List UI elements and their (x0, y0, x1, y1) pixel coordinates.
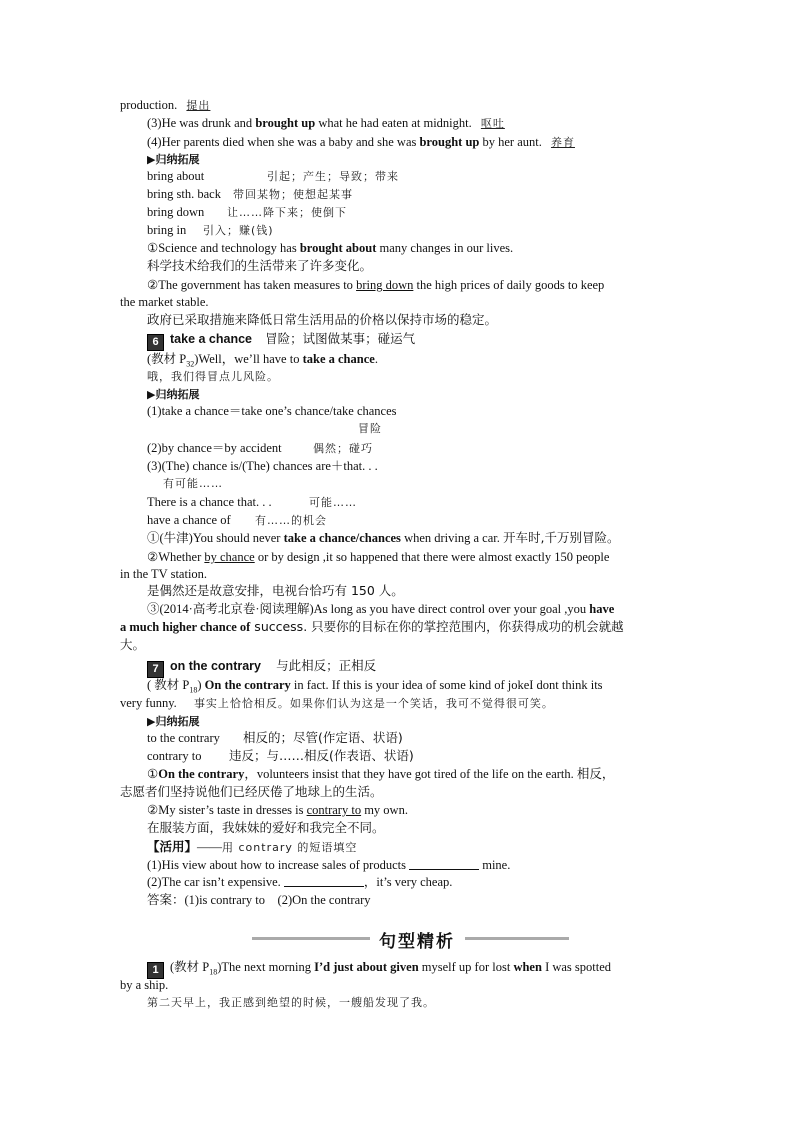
bold-phrase: I’d just about given (314, 960, 419, 974)
underlined-answer: bring down (356, 278, 414, 292)
handwritten-answer: 养育 (550, 136, 575, 149)
translation: 科学技术给我们的生活带来了许多变化。 (147, 258, 373, 273)
phrase: to the contrary (147, 731, 220, 745)
section-number-badge: 1 (147, 962, 164, 979)
phrase-bring-in (147, 221, 274, 240)
underlined-answer: by chance (204, 550, 255, 564)
text: ①Science and technology has (147, 241, 300, 255)
phrase: There is a chance that. . . (147, 495, 272, 509)
phrase: contrary to (147, 749, 202, 763)
text: ( 教材 P (147, 678, 190, 692)
text: )The next morning (217, 960, 315, 974)
extension-heading: ▶归纳拓展 (147, 388, 200, 401)
bold-phrase: brought up (419, 135, 480, 149)
example-chance-of-cont (120, 618, 624, 636)
example-contrary-to (147, 801, 408, 819)
text: ②Whether (147, 550, 205, 564)
example-3 (147, 114, 505, 133)
translation: 开车时,千万别冒险。 (503, 530, 620, 545)
text: (教材 P (170, 960, 210, 974)
handwritten-answer: 提出 (186, 99, 211, 112)
handwritten-translation: 第二天早上，我正感到绝望的时候，一艘船发现了我。 (147, 996, 435, 1009)
phrase: bring in (147, 223, 187, 237)
text: I was spotted (541, 960, 612, 974)
translation: 志愿者们坚持说他们已经厌倦了地球上的生活。 (120, 784, 383, 799)
bold-phrase: brought about (299, 241, 377, 255)
bold-phrase: brought up (255, 116, 316, 130)
example-take-a-chance (147, 529, 619, 547)
question-text: (2)The car isn’t expensive. (147, 875, 284, 889)
phrase-bring-about (147, 167, 399, 186)
text: what he had eaten at midnight. (315, 116, 472, 130)
textbook-example-cont (120, 694, 554, 713)
text: )Well，we’ll have to (194, 352, 303, 366)
section-title: 句型精析 (379, 932, 455, 952)
text: production. (120, 98, 178, 112)
translation: 在服装方面，我妹妹的爱好和我完全不同。 (147, 820, 385, 835)
phrase-bring-back (147, 185, 353, 204)
text-continuation: by a ship. (120, 978, 169, 992)
answer-key: 答案：(1)is contrary to (2)On the contrary (147, 893, 371, 907)
section-6-heading (147, 330, 415, 351)
bold-phrase: On the contrary (204, 678, 291, 692)
extension-item-4 (147, 493, 357, 512)
phrase-bring-down (147, 203, 347, 222)
extension-to-the-contrary (147, 729, 403, 747)
text: ②The government has taken measures to (147, 278, 357, 292)
question-2 (147, 873, 452, 891)
line-production (120, 96, 210, 115)
practice-heading (147, 838, 357, 857)
text: ③(2014·高考北京卷·阅读理解)As long as you have direct control over your goal ,you (147, 602, 590, 616)
text: (教材 P (147, 352, 187, 366)
text: by her aunt. (479, 135, 542, 149)
text: the high prices of daily goods to keep (413, 278, 605, 292)
section-number-badge: 7 (147, 661, 164, 678)
phrase-title: take a chance (170, 332, 252, 346)
bold-phrase: when (513, 960, 542, 974)
underlined-answer: contrary to (306, 803, 362, 817)
text: . (374, 352, 378, 366)
example-bring-down (147, 276, 604, 294)
phrase-meaning: 冒险；试图做某事；碰运气 (265, 331, 416, 346)
extension-heading: ▶归纳拓展 (147, 715, 200, 728)
phrase-title: on the contrary (170, 659, 261, 673)
text-continuation: 大。 (120, 637, 146, 652)
extension-item-2 (147, 439, 373, 458)
section-7-heading (147, 657, 376, 678)
section-number-badge: 6 (147, 334, 164, 351)
text: many changes in our lives. (376, 241, 514, 255)
text-continuation: in the TV station. (120, 567, 208, 581)
extension-item-1: (1)take a chance＝take one’s chance/take chances (147, 404, 397, 418)
bold-phrase: take a chance/chances (283, 531, 401, 545)
page-subscript: 32 (186, 359, 195, 369)
extension-item-5 (147, 511, 327, 530)
question-text: mine. (479, 858, 511, 872)
answer-blank[interactable] (284, 874, 364, 887)
question-text: (1)His view about how to increase sales of products (147, 858, 410, 872)
dash: —— (197, 840, 223, 854)
example-by-chance (147, 548, 609, 566)
section-divider-right (465, 937, 569, 940)
text: very funny. (120, 696, 177, 710)
handwritten-translation: 事实上恰恰相反。如果你们认为这是一个笑话，我可不觉得很可笑。 (193, 697, 554, 710)
extension-contrary-to (147, 747, 414, 765)
phrase: have a chance of (147, 513, 231, 527)
text: ) (197, 678, 205, 692)
text: ②My sister’s taste in dresses is (147, 803, 307, 817)
example-on-the-contrary (147, 765, 614, 783)
phrase: bring about (147, 169, 205, 183)
phrase: bring sth. back (147, 187, 221, 201)
extension-item-3: (3)(The) chance is/(The) chances are＋that. . . (147, 459, 378, 473)
bold-phrase: On the contrary (158, 767, 245, 781)
handwritten-meaning: 带回某物；使想起某事 (233, 188, 353, 201)
text: (3)He was drunk and (147, 116, 256, 130)
phrase-meaning: 与此相反；正相反 (276, 658, 377, 673)
text: when driving a car. (400, 531, 500, 545)
handwritten-meaning: 有……的机会 (255, 514, 327, 527)
text: (4)Her parents died when she was a baby and she was (147, 135, 420, 149)
text: or by design ,it so happened that there were almost exactly 150 people (254, 550, 610, 564)
text: ，volunteers insist that they have got tired of the life on the earth. 相反， (244, 767, 615, 781)
bold-phrase: a much higher chance of (120, 620, 251, 634)
translation: 是偶然还是故意安排，电视台恰巧有 150 人。 (147, 583, 404, 598)
handwritten-meaning: 有可能…… (163, 477, 223, 490)
handwritten-meaning: 引起；产生；导致；带来 (267, 170, 399, 183)
section-divider-left (252, 937, 370, 940)
text: in fact. If this is your idea of some kind of jokeI dont think its (290, 678, 603, 692)
practice-label: 【活用】 (147, 839, 198, 854)
example-4 (147, 133, 575, 152)
example-bring-about (147, 239, 513, 257)
sentence-1 (147, 958, 611, 982)
translation: 政府已采取措施来降低日常生活用品的价格以保持市场的稳定。 (147, 312, 498, 327)
text-continuation: the market stable. (120, 295, 209, 309)
handwritten-meaning: 让……降下来；使倒下 (227, 206, 347, 219)
phrase-meaning: 违反；与……相反(作表语、状语) (229, 748, 414, 763)
text: ① (147, 767, 159, 781)
handwritten-answer: 呕吐 (480, 117, 505, 130)
handwritten-meaning: 可能…… (309, 496, 357, 509)
page-subscript: 18 (209, 967, 218, 977)
text: success. 只要你的目标在你的掌控范围内，你获得成功的机会就越 (250, 619, 624, 634)
phrase: bring down (147, 205, 205, 219)
question-1 (147, 856, 510, 874)
text: my own. (361, 803, 408, 817)
example-chance-of (147, 600, 614, 618)
handwritten-translation: 哦，我们得冒点儿风险。 (147, 370, 279, 383)
phrase: (2)by chance＝by accident (147, 441, 282, 455)
phrase-meaning: 相反的；尽管(作定语、状语) (243, 730, 403, 745)
handwritten-meaning: 冒险 (358, 422, 382, 435)
page-subscript: 18 (189, 685, 198, 695)
handwritten-instruction: 用 contrary 的短语填空 (222, 841, 358, 854)
bold-phrase: take a chance (302, 352, 375, 366)
answer-blank[interactable] (409, 857, 479, 870)
handwritten-meaning: 偶然；碰巧 (313, 442, 373, 455)
bold-phrase: have (589, 602, 615, 616)
text: myself up for lost (418, 960, 514, 974)
question-text: ，it’s very cheap. (363, 875, 453, 889)
extension-heading: ▶归纳拓展 (147, 153, 200, 166)
handwritten-meaning: 引入；赚(钱) (203, 224, 274, 237)
text: ①(牛津)You should never (147, 531, 284, 545)
